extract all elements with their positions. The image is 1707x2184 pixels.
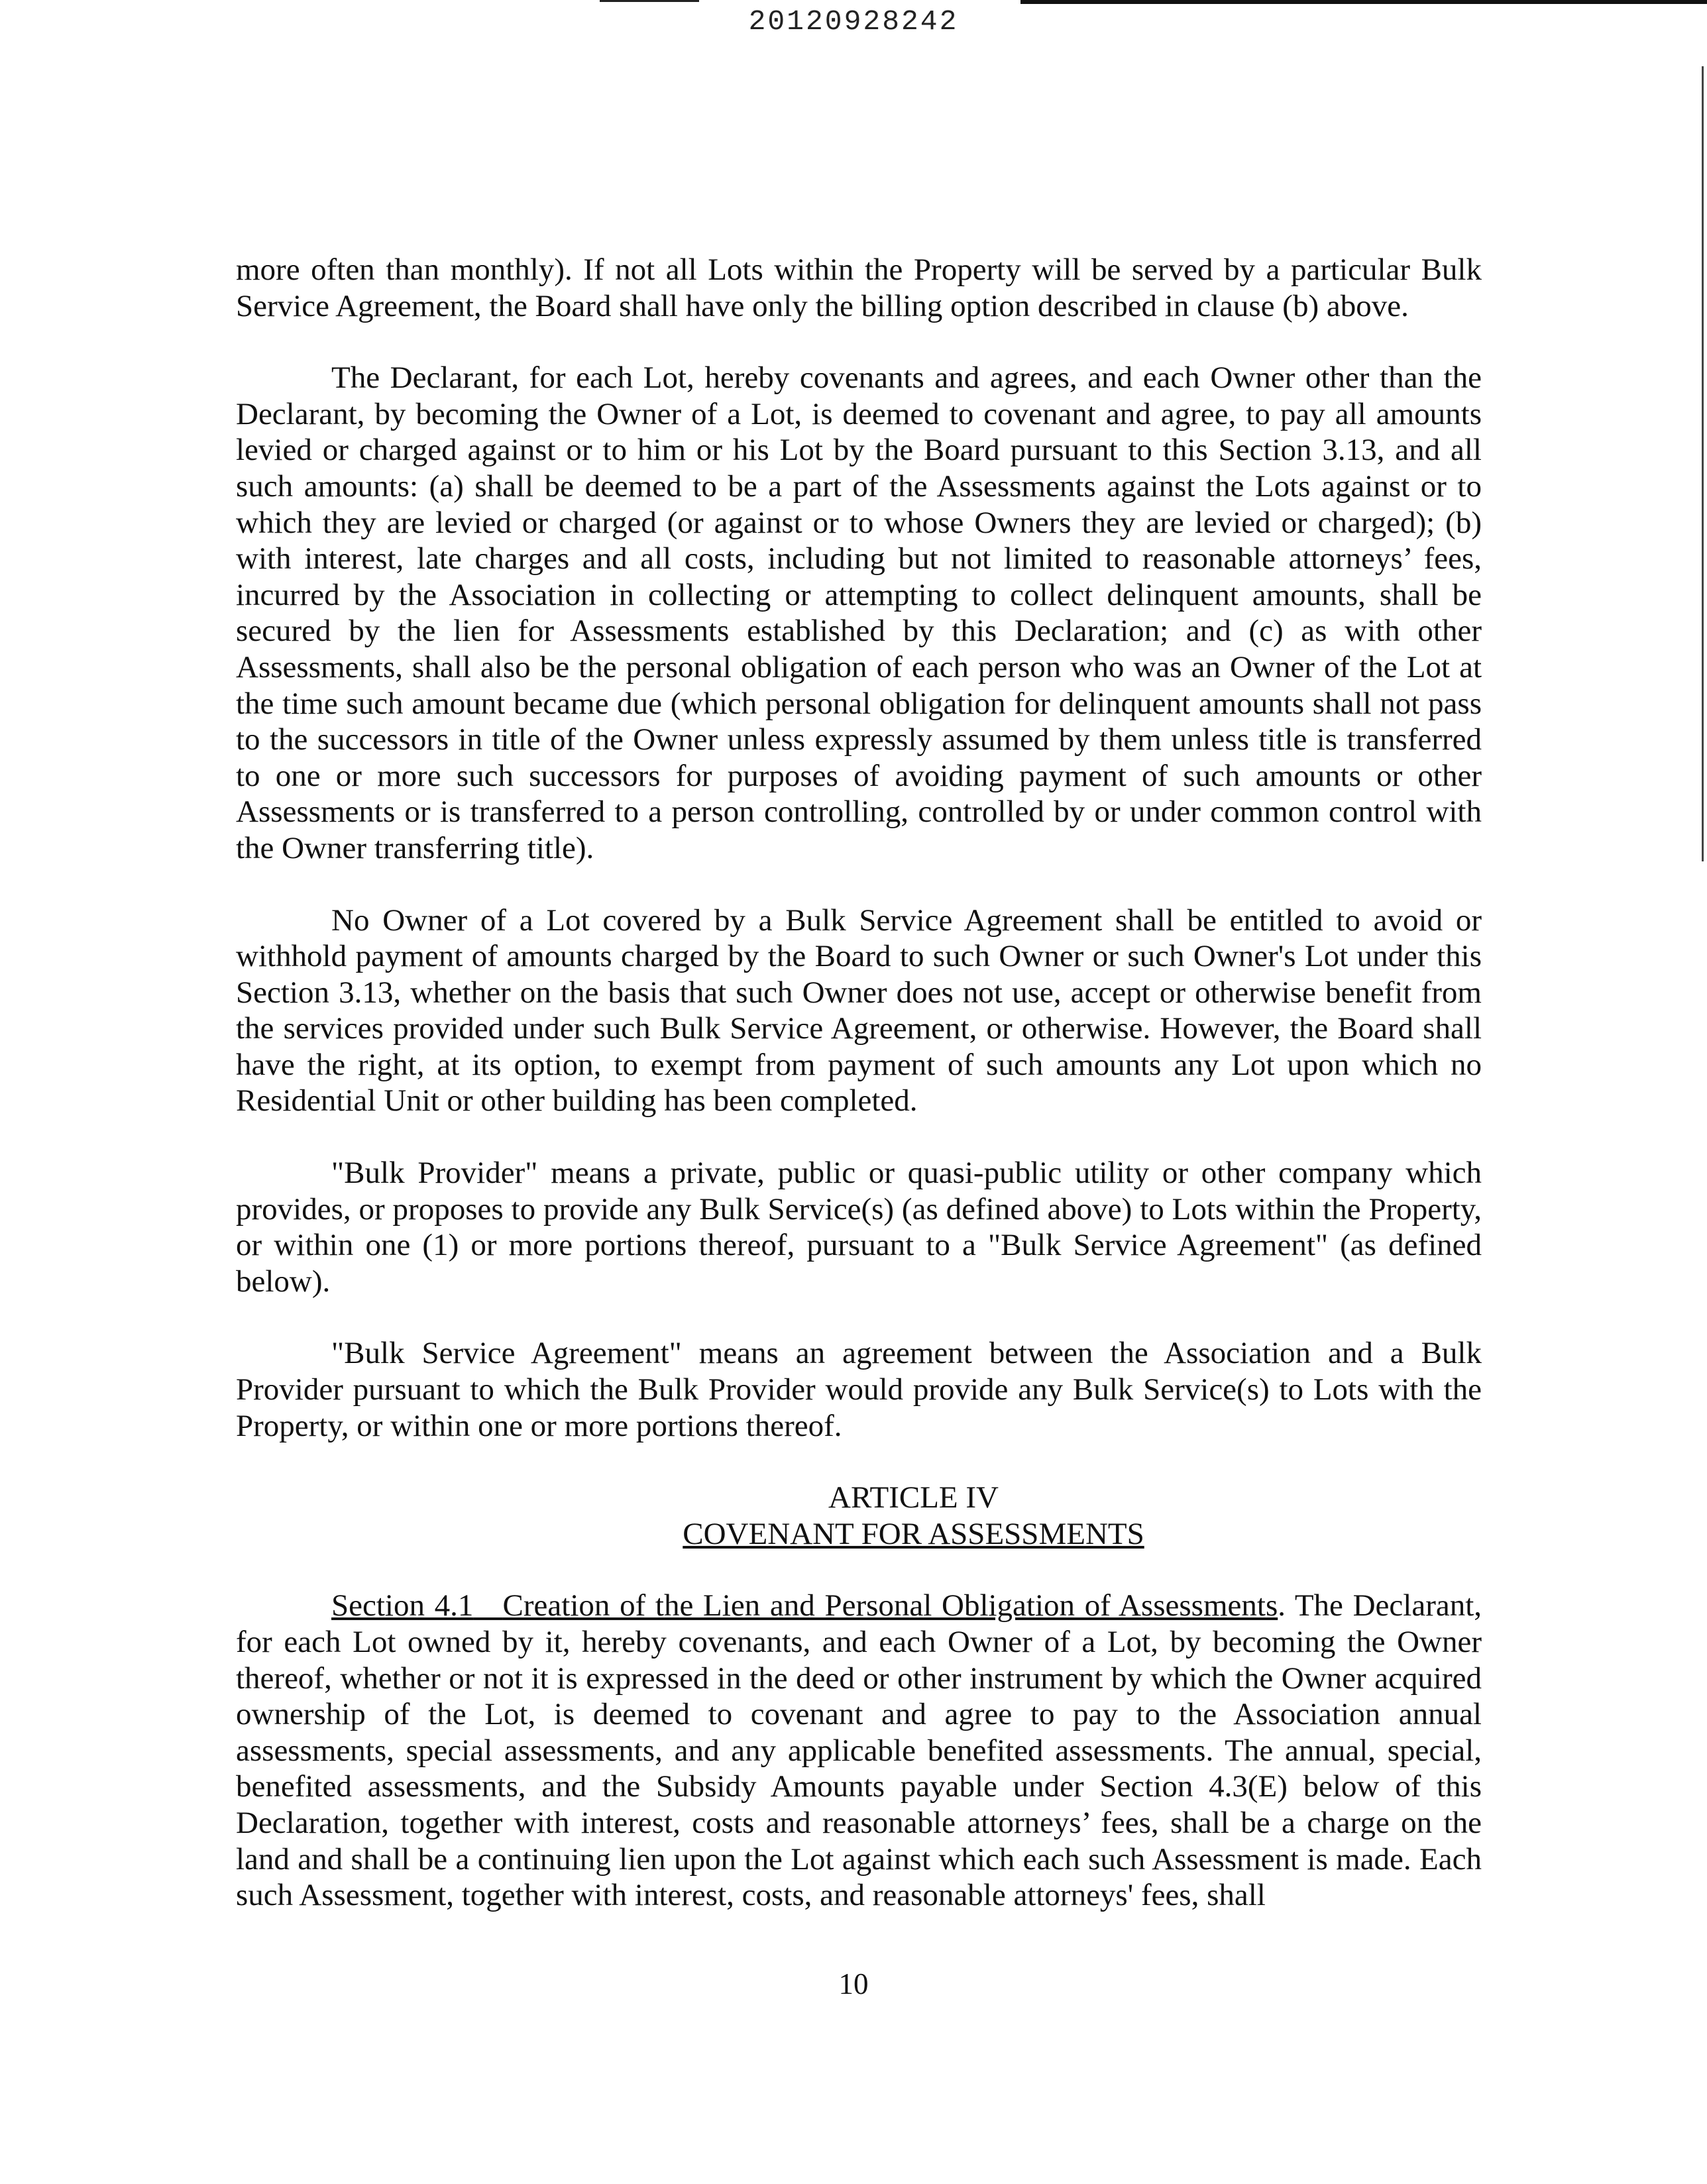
- scan-edge-line: [1702, 66, 1704, 861]
- page-number: 10: [838, 1967, 869, 2000]
- article-heading: [236, 1480, 1482, 1552]
- section-caption: Creation of the Lien and Personal Obligation of Assessments: [502, 1588, 1278, 1623]
- paragraph-no-owner-avoid: No Owner of a Lot covered by a Bulk Service Agreement shall be entitled to avoid or withhold payment of amounts charged by the Board to such Owner or such Owner's Lot under this Section 3.13, whether on the basis that such Owner does not use, accept or otherwise benefit from the services provided under such Bulk Service Agreement, or otherwise. However, the Board shall have the right, at its option, to exempt from payment of such amounts any Lot upon which no Residential Unit or other building has been completed.: [236, 902, 1482, 1119]
- paragraph-bulk-provider-definition: "Bulk Provider" means a private, public or quasi-public utility or other company which provides, or proposes to provide any Bulk Service(s) (as defined above) to Lots within the Property, or within one (1) or more portions thereof, pursuant to a "Bulk Service Agreement" (as defined below).: [236, 1156, 1482, 1299]
- top-rule-right: [1020, 0, 1707, 4]
- document-number: 20120928242: [748, 5, 959, 38]
- article-number: ARTICLE IV: [828, 1480, 999, 1515]
- article-title: COVENANT FOR ASSESSMENTS: [683, 1516, 1144, 1551]
- section-caption-period: .: [1278, 1588, 1286, 1623]
- document-body: [236, 252, 1482, 1914]
- paragraph-declarant-covenant: The Declarant, for each Lot, hereby covenants and agrees, and each Owner other than the Declarant, by becoming the Owner of a Lot, is deemed to covenant and agree, to pay all amounts levied or charged against or to him or his Lot by the Board pursuant to this Section 3.13, and all such amounts: (a) shall be deemed to be a part of the Assessments against the Lots against or to which they are levied or charged (or against or to whose Owners they are levied or charged); (b) with interest, late charges and all costs, including but not limited to reasonable attorneys’ fees, incurred by the Association in collecting or attempting to collect delinquent amounts, shall be secured by the lien for Assessments established by this Declaration; and (c) as with other Assessments, shall also be the personal obligation of each person who was an Owner of the Lot at the time such amount became due (which personal obligation for delinquent amounts shall not pass to the successors in title of the Owner unless expressly assumed by them unless title is transferred to one or more such successors for purposes of avoiding payment of such amounts or other Assessments or is transferred to a person controlling, controlled by or under common control with the Owner transferring title).: [236, 360, 1482, 865]
- top-rule-left: [600, 0, 699, 2]
- section-4-1-paragraph: [236, 1588, 1482, 1913]
- section-text: The Declarant, for each Lot owned by it, hereby covenants, and each Owner of a Lot, by becoming the Owner thereof, whether or not it is expressed in the deed or other instrument by which the Owner acquired ownership of the Lot, is deemed to covenant and agree to pay to the Association annual assessments, special assessments, and any applicable benefited assessments. The annual, special, benefited assessments, and the Subsidy Amounts payable under Section 4.3(E) below of this Declaration, together with interest, costs and reasonable attorneys’ fees, shall be a charge on the land and shall be a continuing lien upon the Lot against which each such Assessment is made. Each such Assessment, together with interest, costs, and reasonable attorneys' fees, shall: [236, 1588, 1482, 1913]
- paragraph-continuation: more often than monthly). If not all Lots within the Property will be served by a particular Bulk Service Agreement, the Board shall have only the billing option described in clause (b) above.: [236, 252, 1482, 323]
- section-spacer: [473, 1588, 502, 1623]
- paragraph-bulk-service-agreement-definition: "Bulk Service Agreement" means an agreement between the Association and a Bulk Provider pursuant to which the Bulk Provider would provide any Bulk Service(s) to Lots with the Property, or within one or more portions thereof.: [236, 1336, 1482, 1443]
- section-number: Section 4.1: [331, 1588, 474, 1623]
